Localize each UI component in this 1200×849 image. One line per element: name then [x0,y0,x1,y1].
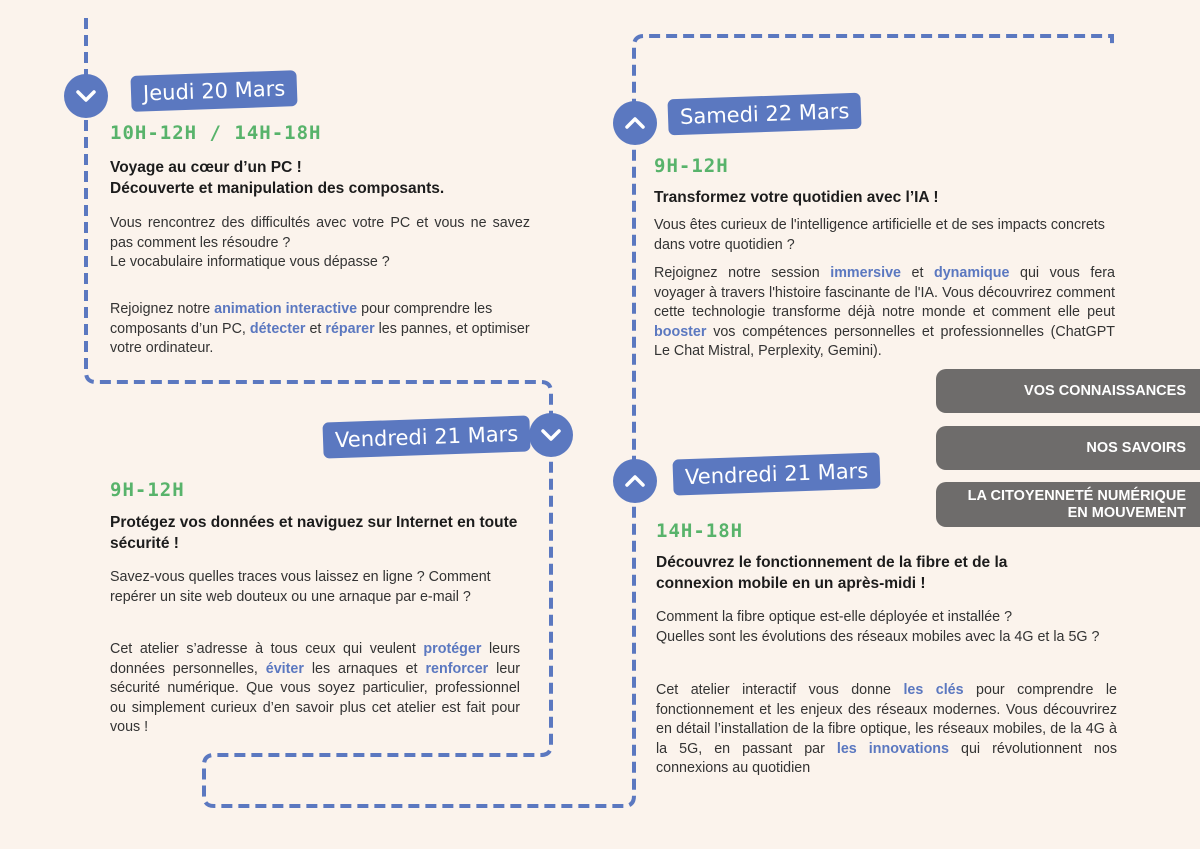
highlight-text: les innovations [836,740,949,757]
session-details [110,640,520,738]
session-description: Vous êtes curieux de l'intelligence artificielle et de ses impacts concrets dans votre quotidien ? [654,217,1105,253]
session-description [656,608,1116,647]
chevron-down-icon[interactable] [529,413,573,457]
text-span: les arnaques et [303,660,426,677]
description-line: Quelles sont les évolutions des réseaux mobiles avec la 4G et la 5G ? [656,628,1100,645]
session-title: Protégez vos données et naviguez sur Internet en toute sécurité ! [110,514,518,552]
text-span: leur sécurité numérique. Que vous soyez particulier, professionnel ou simplement curieux d’en savoir plus cet atelier est fait pour vous ! [110,660,521,735]
tag-label: NOS SAVOIRS [1086,439,1186,456]
tag-citoyennete-numerique [936,482,1200,527]
session-description [110,214,530,273]
session-date-badge: Vendredi 21 Mars [672,452,880,495]
highlight-text: immersive [830,265,901,281]
description-line: Le vocabulaire informatique vous dépasse ? [110,254,390,270]
tag-label: VOS CONNAISSANCES [1024,382,1186,399]
highlight-text: protéger [423,641,482,657]
text-span: Cet atelier interactif vous donne [656,682,904,698]
highlight-text: les clés [903,682,964,698]
text-span: pour comprendre les composants d’un PC, [110,301,493,337]
tag-nos-savoirs [936,426,1200,470]
text-span: qui vous fera voyager à travers l'histoire fascinante de l'IA. Vous découvrirez comment cette technologie transforme déjà notre monde et comment elle peut [654,265,1115,320]
highlight-text: dynamique [934,265,1010,281]
highlight-text: éviter [265,660,304,677]
session-title-line: Voyage au cœur d’un PC ! [110,159,302,176]
highlight-text: réparer [325,320,375,337]
chevron-up-icon[interactable] [613,459,657,503]
chevron-down-icon[interactable] [64,74,108,118]
text-span: et [901,265,934,281]
tag-label: EN MOUVEMENT [1067,504,1186,521]
text-span: et [305,320,326,337]
highlight-text: animation interactive [214,301,358,317]
text-span: leurs données personnelles, [110,641,520,677]
text-span: qui révolutionnent nos connexions au quotidien [656,740,1117,776]
text-span: Rejoignez notre session [654,265,831,281]
session-description: Savez-vous quelles traces vous laissez en ligne ? Comment repérer un site web douteux ou une arnaque par e-mail ? [110,569,491,605]
highlight-text: détecter [249,320,306,337]
session-time: 14H-18H [656,520,744,542]
session-title-line: Découverte et manipulation des composants. [110,180,445,197]
session-details [654,264,1115,362]
session-title [110,157,540,199]
session-date-badge: Samedi 22 Mars [667,93,862,136]
session-title: Transformez votre quotidien avec l’IA ! [654,189,939,206]
session-details [656,681,1117,779]
text-span: Cet atelier s’adresse à tous ceux qui veulent [110,641,424,657]
session-time: 9H-12H [654,155,729,177]
session-title: Découvrez le fonctionnement de la fibre et de la connexion mobile en un après-midi ! [656,554,1008,592]
description-line: Vous rencontrez des difficultés avec votre PC et vous ne savez pas comment les résoudre ? [110,215,530,251]
highlight-text: booster [654,323,707,340]
highlight-text: renforcer [425,660,489,677]
session-details [110,300,530,359]
tag-label: LA CITOYENNETÉ NUMÉRIQUE [967,487,1186,504]
session-time: 9H-12H [110,479,185,501]
text-span: vos compétences personnelles et professionnelles (ChatGPT Le Chat Mistral, Perplexity, Gemini). [654,323,1115,359]
text-span: les pannes, et optimiser votre ordinateur. [110,320,530,356]
chevron-up-icon[interactable] [613,101,657,145]
text-span: pour comprendre le fonctionnement et les enjeux des réseaux modernes. Vous découvrirez en détail l’installation de la fibre optique, les réseaux mobiles, de la 4G à la 5G, en passant par [656,682,1117,757]
tag-vos-connaissances [936,369,1200,413]
description-line: Comment la fibre optique est-elle déployée et installée ? [656,609,1013,625]
text-span: Rejoignez notre [110,301,215,317]
session-date-badge: Jeudi 20 Mars [130,70,297,112]
session-time: 10H-12H / 14H-18H [110,122,322,144]
session-date-badge: Vendredi 21 Mars [322,415,530,458]
